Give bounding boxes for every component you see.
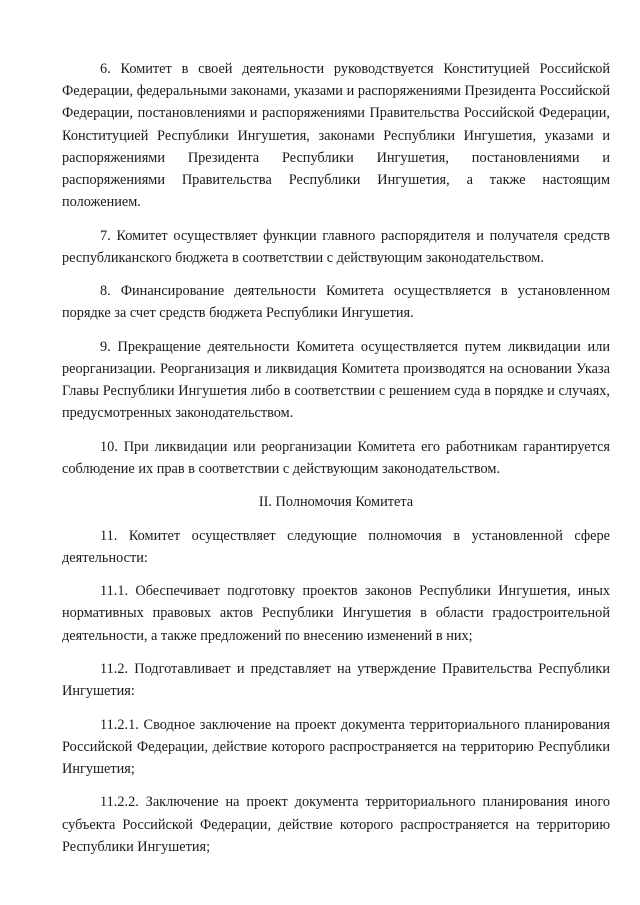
- paragraph-11: 11. Комитет осуществляет следующие полномочия в установленной сфере деятельности:: [62, 527, 610, 566]
- paragraph-8: 8. Финансирование деятельности Комитета осуществляется в установленном порядке за счет средств бюджета Республики Ингушетия.: [62, 283, 610, 322]
- paragraph-11-2-1: 11.2.1. Сводное заключение на проект документа территориального планирования Российской Федерации, действие которого распространяется на территорию Республики Ингушетия;: [62, 716, 610, 777]
- document-page: [62, 58, 610, 869]
- paragraph-11-1: 11.1. Обеспечивает подготовку проектов законов Республики Ингушетия, иных нормативных правовых актов Республики Ингушетия в области градостроительной деятельности, а также предложений по внесению изменений в них;: [62, 583, 610, 644]
- paragraph-9: 9. Прекращение деятельности Комитета осуществляется путем ликвидации или реорганизации. Реорганизация и ликвидация Комитета производятся на основании Указа Главы Республики Ингушетия либо в соответствии с решением суда в порядке и случаях, предусмотренных законодательством.: [62, 338, 610, 422]
- paragraph-6: 6. Комитет в своей деятельности руководствуется Конституцией Российской Федерации, федеральными законами, указами и распоряжениями Президента Российской Федерации, постановлениями и распоряжениями Правительства Российской Федерации, Конституцией Республики Ингушетия, законами Республики Ингушетия, указами и распоряжениями Президента Республики Ингушетия, постановлениями и распоряжениями Правительства Республики Ингушетия, а также настоящим положением.: [62, 61, 610, 211]
- paragraph-7: 7. Комитет осуществляет функции главного распорядителя и получателя средств республиканского бюджета в соответствии с действующим законодательством.: [62, 227, 610, 266]
- section-heading: II. Полномочия Комитета: [258, 494, 414, 511]
- paragraph-11-2: 11.2. Подготавливает и представляет на утверждение Правительства Республики Ингушетия:: [62, 660, 610, 700]
- paragraph-11-2-2: 11.2.2. Заключение на проект документа территориального планирования иного субъекта Российской Федерации, действие которого распространяется на территорию Республики Ингушетия;: [62, 794, 610, 855]
- paragraph-10: 10. При ликвидации или реорганизации Комитета его работникам гарантируется соблюдение их прав в соответствии с действующим законодательством.: [62, 438, 610, 477]
